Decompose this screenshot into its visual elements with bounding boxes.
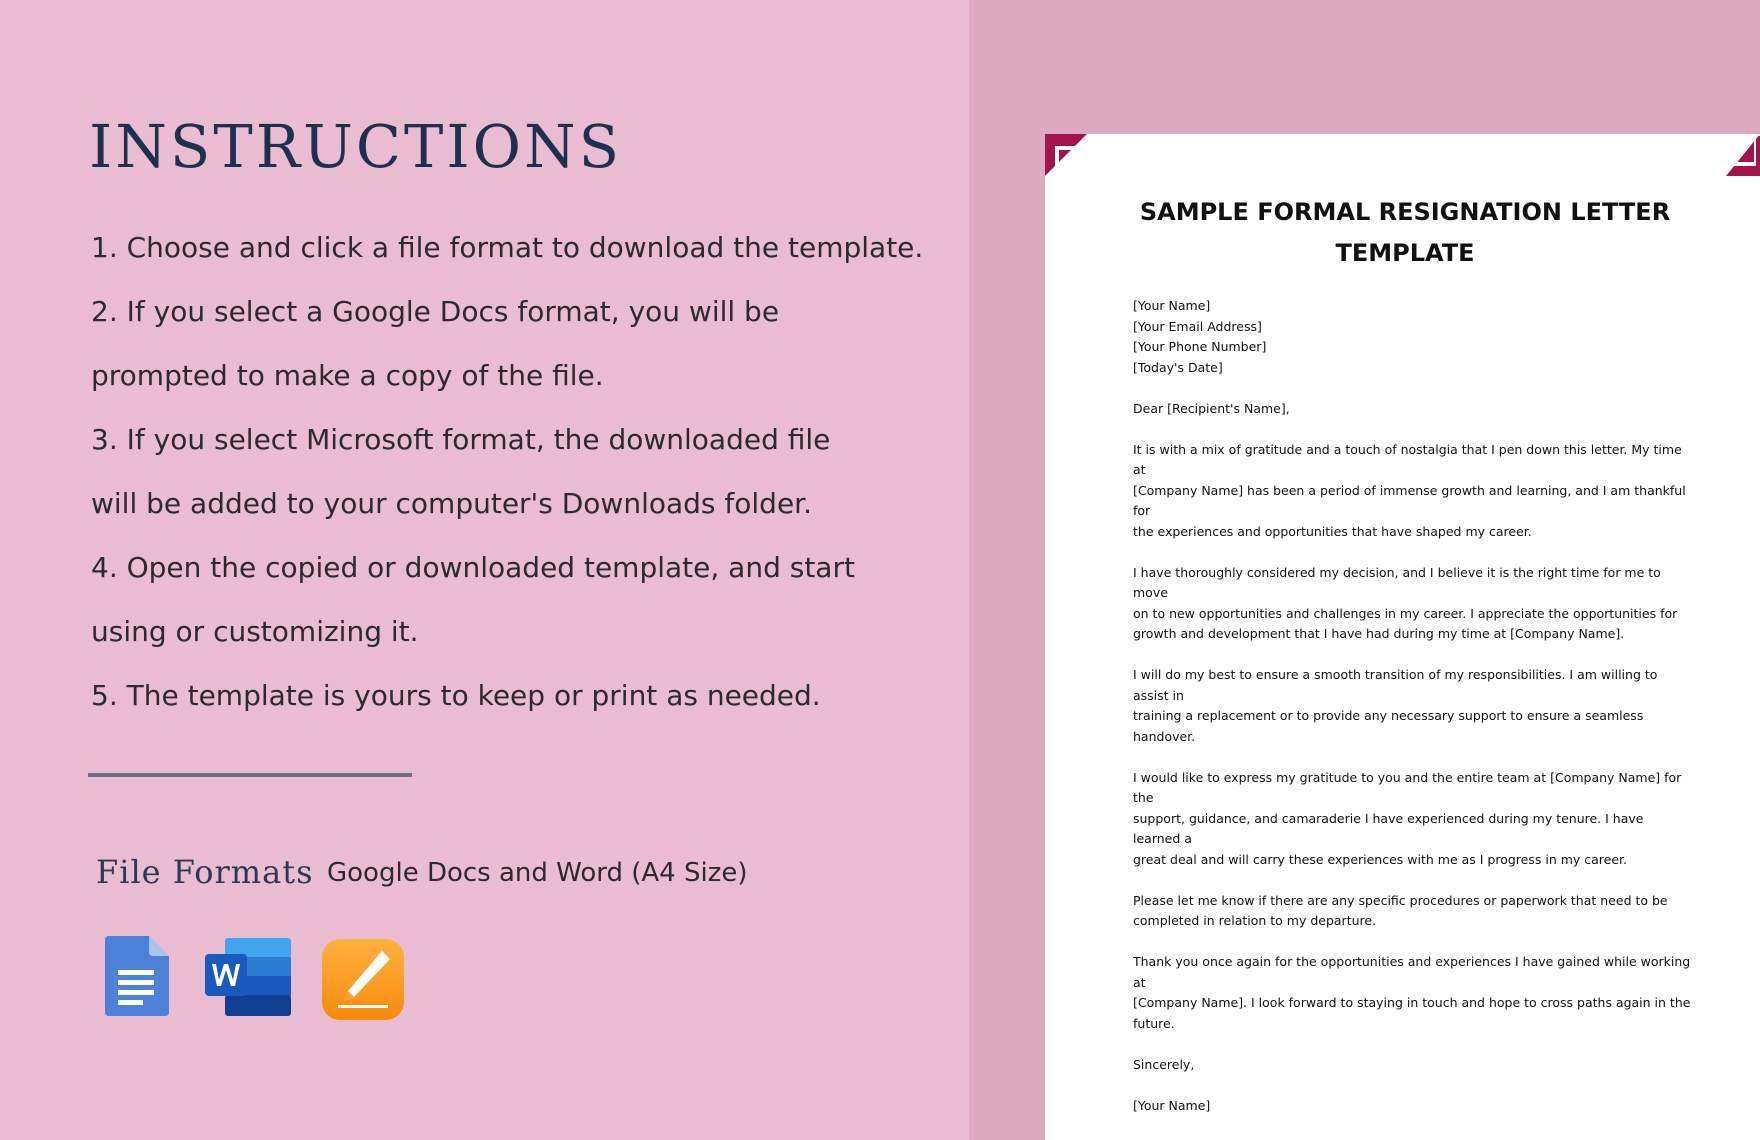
document-title (1105, 192, 1705, 274)
paragraph-line: on to new opportunities and challenges in my career. I appreciate the opportunities for (1133, 605, 1678, 621)
paragraph-line: [Company Name]. I look forward to staying in touch and hope to cross paths again in the (1133, 995, 1691, 1010)
sender-line: [Your Email Address] (1133, 318, 1262, 334)
corner-accent (1726, 134, 1760, 176)
paragraph-line: Please let me know if there are any specific procedures or paperwork that need to be (1133, 892, 1668, 908)
step-line: 4. Open the copied or downloaded template, and start (91, 551, 855, 584)
paragraph-line: Thank you once again for the opportunities and experiences I have gained while working at (1133, 954, 1691, 990)
letter-paragraph (1133, 563, 1693, 645)
microsoft-word-icon[interactable] (205, 938, 291, 1016)
paragraph-line: I would like to express my gratitude to you and the entire team at [Company Name] for the (1133, 769, 1682, 805)
letter-paragraph (1133, 952, 1693, 1034)
letter-paragraph (1133, 891, 1693, 932)
closing: Sincerely, (1133, 1056, 1195, 1072)
corner-accent (1045, 134, 1087, 176)
instructions-steps (91, 216, 951, 728)
document-title-line: TEMPLATE (1335, 239, 1475, 267)
step-line: prompted to make a copy of the file. (91, 359, 604, 392)
paragraph-line: the experiences and opportunities that have shaped my career. (1133, 523, 1532, 539)
paragraph-line: It is with a mix of gratitude and a touch of nostalgia that I pen down this letter. My time at (1133, 441, 1682, 477)
file-formats-label: File Formats (96, 853, 314, 891)
step-line: using or customizing it. (91, 615, 419, 648)
step-line: 2. If you select a Google Docs format, you will be (91, 295, 780, 328)
step-line: will be added to your computer's Downloads folder. (91, 487, 813, 520)
paragraph-line: support, guidance, and camaraderie I have experienced during my tenure. I have learned a (1133, 810, 1644, 846)
paragraph-line: completed in relation to my departure. (1133, 913, 1377, 928)
apple-pages-icon[interactable] (322, 939, 404, 1020)
file-formats-value: Google Docs and Word (A4 Size) (327, 858, 748, 888)
sender-line: [Today's Date] (1133, 359, 1223, 375)
step-line: 3. If you select Microsoft format, the downloaded file (91, 423, 831, 456)
step-line: 5. The template is yours to keep or print as needed. (91, 679, 821, 712)
paragraph-line: [Company Name] has been a period of immense growth and learning, and I am thankful for (1133, 482, 1686, 518)
sender-block (1133, 296, 1693, 378)
paragraph-line: future. (1133, 1015, 1175, 1031)
letter-body (1133, 296, 1693, 1137)
paragraph-line: growth and development that I have had during my time at [Company Name]. (1133, 626, 1625, 641)
letter-paragraph (1133, 665, 1693, 747)
step-line: 1. Choose and click a file format to download the template. (91, 231, 924, 264)
google-docs-icon[interactable] (105, 936, 169, 1016)
divider (88, 773, 412, 777)
sender-line: [Your Name] (1133, 298, 1211, 313)
sender-line: [Your Phone Number] (1133, 339, 1267, 354)
letter-paragraph (1133, 768, 1693, 871)
paragraph-line: I will do my best to ensure a smooth transition of my responsibilities. I am willing to assist in (1133, 667, 1658, 703)
document-title-line: SAMPLE FORMAL RESIGNATION LETTER (1139, 198, 1671, 226)
instructions-title: INSTRUCTIONS (89, 112, 623, 181)
salutation: Dear [Recipient's Name], (1133, 400, 1290, 416)
letter-paragraph (1133, 440, 1693, 543)
paragraph-line: great deal and will carry these experiences with me as I progress in my career. (1133, 851, 1628, 867)
signature: [Your Name] (1133, 1097, 1211, 1113)
paragraph-line: I have thoroughly considered my decision, and I believe it is the right time for me to move (1133, 564, 1661, 600)
paragraph-line: training a replacement or to provide any necessary support to ensure a seamless handover. (1133, 708, 1644, 744)
